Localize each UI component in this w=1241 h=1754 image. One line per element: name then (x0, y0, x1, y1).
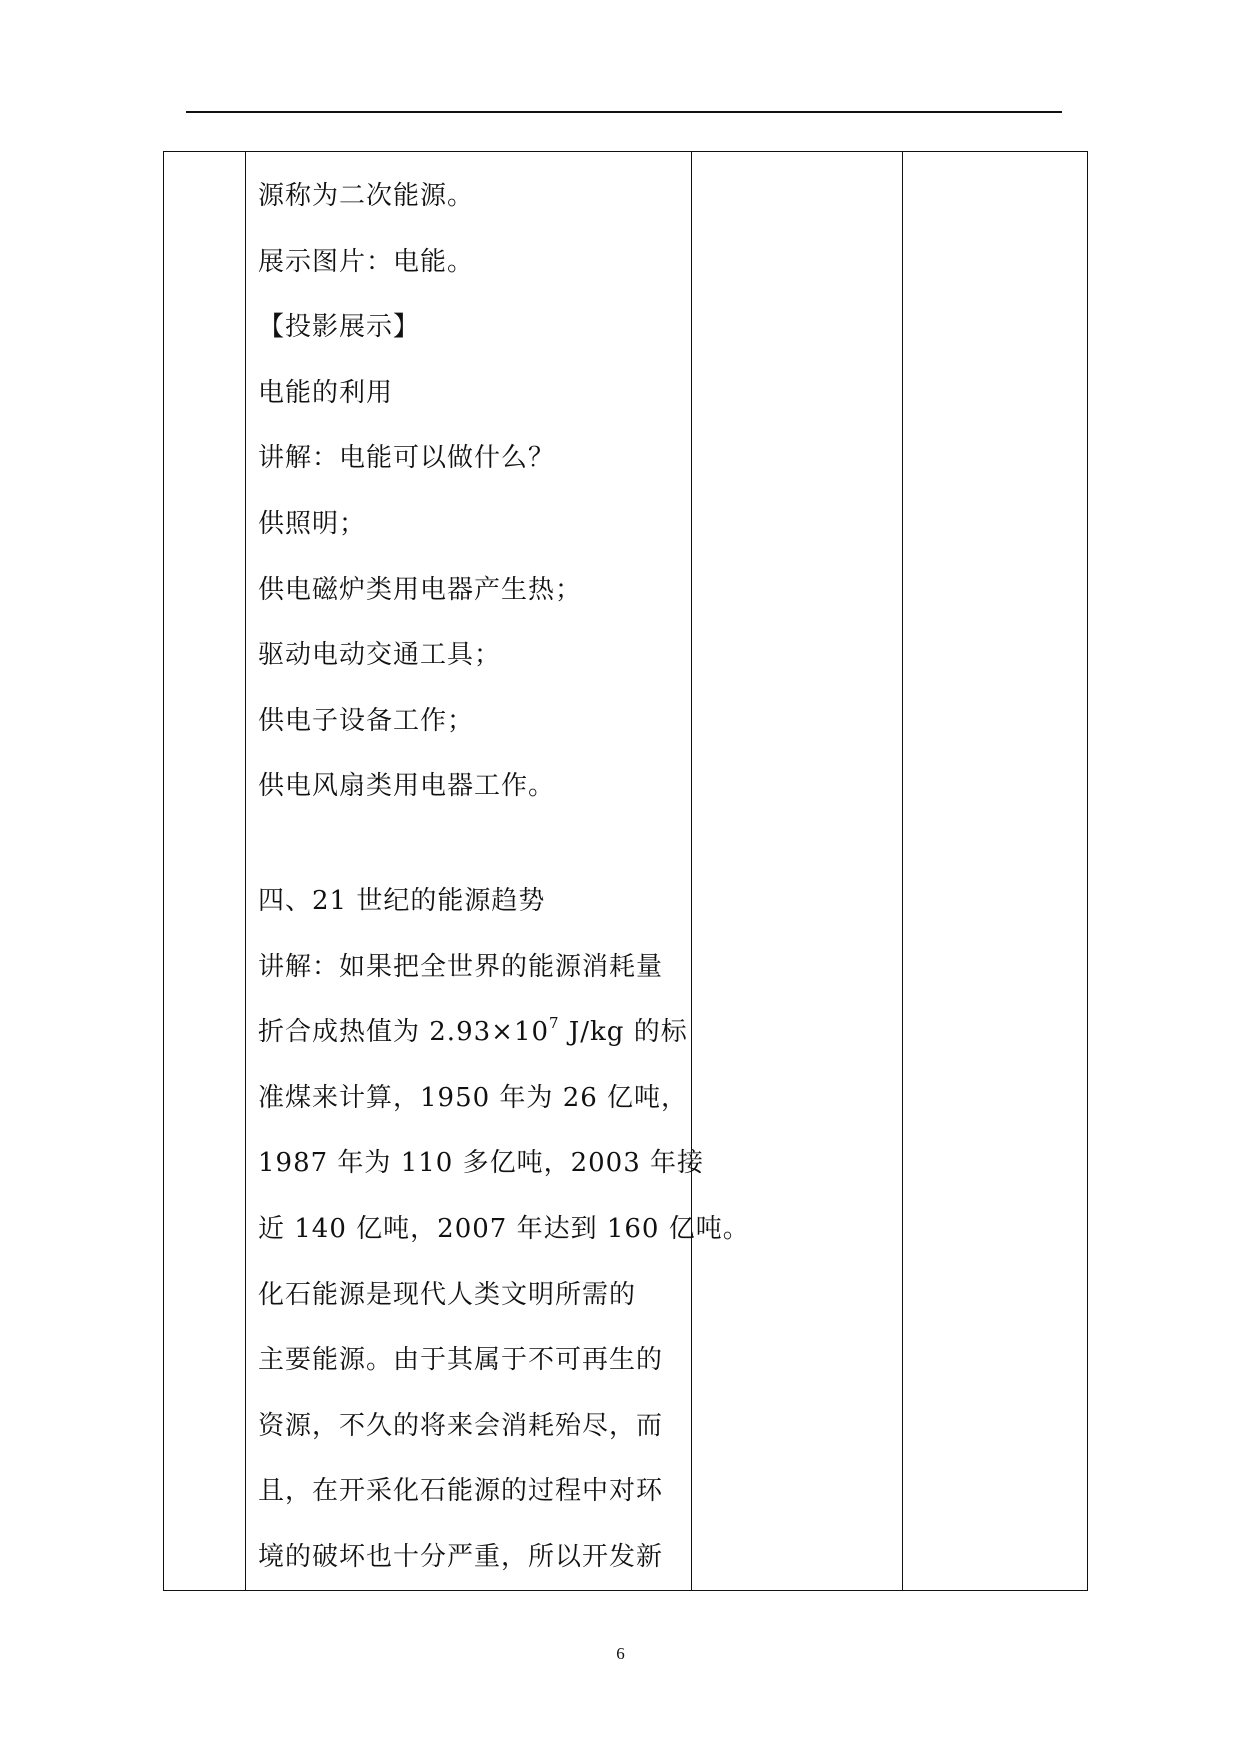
exponent: 7 (549, 1014, 560, 1033)
text-line: 电能的利用 (258, 377, 394, 408)
lesson-table (163, 151, 1088, 1591)
text-fragment: J/kg 的标 (559, 1017, 688, 1048)
text-line: 准煤来计算，1950 年为 26 亿吨， (258, 1082, 689, 1113)
teacher-activity-text (246, 152, 750, 1590)
blank-line (258, 820, 689, 869)
text-line: 供电风扇类用电器工作。 (258, 771, 556, 802)
text-line: 资源，不久的将来会消耗殆尽，而 (258, 1410, 664, 1441)
text-line: 且，在开采化石能源的过程中对环 (258, 1476, 664, 1507)
table-cell-intent (903, 152, 1088, 1591)
text-line: 供电子设备工作； (258, 705, 475, 736)
text-line-with-exponent (258, 1000, 689, 1066)
header-rule (186, 111, 1062, 113)
text-line: 1987 年为 110 多亿吨，2003 年接 (258, 1148, 705, 1179)
section-heading: 四、21 世纪的能源趋势 (258, 885, 546, 916)
table-cell-teacher-activity (246, 152, 750, 1591)
text-fragment: 折合成热值为 2.93×10 (258, 1017, 550, 1048)
page-number: 6 (616, 1644, 625, 1663)
text-line: 讲解：如果把全世界的能源消耗量 (258, 951, 664, 982)
table-row (164, 152, 1088, 1591)
text-line: 【投影展示】 (258, 312, 421, 343)
table-cell-stage (164, 152, 246, 1591)
text-line: 境的破坏也十分严重，所以开发新 (258, 1541, 664, 1572)
text-line: 主要能源。由于其属于不可再生的 (258, 1345, 664, 1376)
text-line: 供电磁炉类用电器产生热； (258, 574, 583, 605)
text-line: 展示图片：电能。 (258, 246, 475, 277)
text-line: 近 140 亿吨，2007 年达到 160 亿吨。 (258, 1213, 750, 1244)
text-line: 驱动电动交通工具； (258, 640, 502, 671)
text-line: 化石能源是现代人类文明所需的 (258, 1279, 637, 1310)
text-line: 讲解：电能可以做什么？ (258, 443, 556, 474)
text-line: 源称为二次能源。 (258, 181, 475, 211)
text-line: 供照明； (258, 508, 367, 539)
table-cell-student-activity (692, 152, 903, 1591)
